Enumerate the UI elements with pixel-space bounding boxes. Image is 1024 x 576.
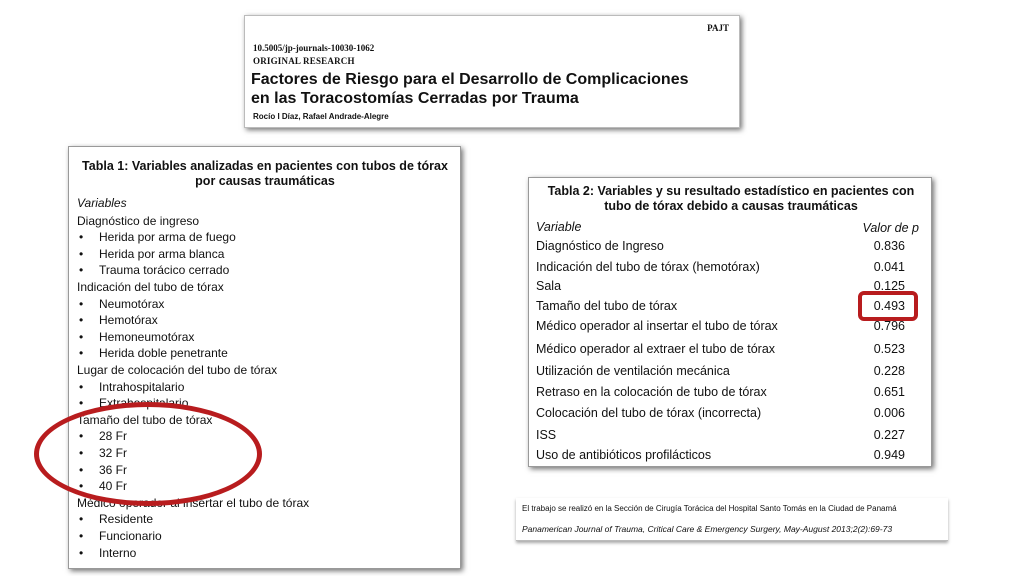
table-2-p-value-cell: 0.651	[873, 385, 905, 399]
table-1-item-label: Residente	[99, 512, 154, 527]
table-2-variable-cell: Indicación del tubo de tórax (hemotórax)	[536, 260, 760, 274]
table-1-item-label: Trauma torácico cerrado	[99, 263, 230, 278]
table-2-variable-cell: Diagnóstico de Ingreso	[536, 239, 664, 253]
bullet-icon: •	[79, 545, 84, 560]
table-2-p-value-cell: 0.006	[873, 406, 905, 420]
table-1-item-label: Intrahospitalario	[99, 379, 185, 394]
journal-tag: PAJT	[707, 23, 729, 33]
citation-location: El trabajo se realizó en la Sección de Cirugía Torácica del Hospital Santo Tomás en la Ciudad de Panamá	[522, 504, 897, 513]
highlight-ellipse-tube-size	[34, 402, 262, 506]
table-1-caption-line-2: por causas traumáticas	[195, 174, 335, 188]
table-2-variable-cell: ISS	[536, 428, 557, 442]
table-2-p-value-cell: 0.796	[873, 319, 905, 333]
table-2-p-value-cell: 0.041	[873, 260, 905, 274]
table-1-caption-text: Variables analizadas en pacientes con tubos de tórax	[131, 159, 448, 173]
table-2-card	[528, 177, 932, 467]
table-1-item-label: Extrahospitalario	[99, 396, 189, 411]
bullet-icon: •	[79, 263, 84, 278]
table-1-list-item	[79, 529, 162, 543]
table-1-caption-line-1	[77, 159, 453, 174]
table-1-item-label: 32 Fr	[99, 446, 128, 460]
article-header-card	[244, 15, 740, 128]
table-1-item-label: Herida doble penetrante	[99, 346, 228, 361]
table-1-card	[68, 146, 461, 569]
table-2-variable-cell: Utilización de ventilación mecánica	[536, 364, 730, 378]
table-2-label: Tabla 2:	[547, 184, 595, 198]
table-1-list-item	[79, 263, 229, 277]
bullet-icon: •	[79, 446, 84, 460]
article-kind: ORIGINAL RESEARCH	[253, 56, 355, 66]
table-1-group-title: Lugar de colocación del tubo de tórax	[77, 363, 278, 377]
table-1-group-title: Diagnóstico de ingreso	[77, 213, 200, 228]
table-2-header-p: Valor de p	[862, 221, 919, 235]
table-2-variable-cell: Médico operador al extraer el tubo de tórax	[536, 342, 776, 356]
bullet-icon: •	[79, 379, 84, 394]
table-1-item-label: Hemotórax	[99, 313, 158, 328]
table-2-caption	[535, 184, 927, 214]
bullet-icon: •	[79, 512, 84, 527]
table-1-list-item	[79, 230, 236, 244]
article-title-line-2: en las Toracostomías Cerradas por Trauma	[251, 90, 579, 107]
table-1-list-item	[79, 313, 158, 327]
table-2-p-value-cell: 0.228	[873, 364, 905, 378]
table-1-list-item	[79, 247, 224, 261]
bullet-icon: •	[79, 246, 84, 261]
table-1-item-label: Interno	[99, 545, 137, 560]
bullet-icon: •	[79, 479, 84, 494]
bullet-icon: •	[79, 396, 84, 411]
table-2-variable-cell: Retraso en la colocación de tubo de tórax	[536, 385, 767, 399]
table-1-group-title: Indicación del tubo de tórax	[77, 280, 224, 294]
table-2-variable-cell: Sala	[536, 279, 562, 293]
table-1-item-label: 40 Fr	[99, 479, 128, 494]
table-2-p-value-cell: 0.949	[873, 448, 905, 462]
table-2-caption-line-1	[535, 184, 927, 199]
table-1-item-label: Funcionario	[99, 529, 162, 543]
bullet-icon: •	[79, 296, 84, 311]
table-1-group-title: Tamaño del tubo de tórax	[77, 412, 213, 427]
table-1-list-item	[79, 380, 184, 394]
table-2-variable-cell: Colocación del tubo de tórax (incorrecta)	[536, 406, 762, 420]
table-2-caption-line-2: tubo de tórax debido a causas traumáticas	[604, 199, 858, 213]
article-authors: Rocío I Díaz, Rafael Andrade-Alegre	[253, 112, 389, 121]
table-1-list-item	[79, 512, 153, 526]
bullet-icon: •	[79, 429, 84, 444]
table-1-list-item	[79, 330, 194, 344]
table-2-variable-cell: Médico operador al insertar el tubo de tórax	[536, 319, 778, 333]
table-1-item-label: Neumotórax	[99, 296, 165, 311]
citation-note	[516, 498, 948, 541]
bullet-icon: •	[79, 230, 84, 245]
table-2-caption-text: Variables y su resultado estadístico en pacientes con	[597, 184, 915, 198]
table-1-item-label: Herida por arma de fuego	[99, 230, 236, 245]
bullet-icon: •	[79, 462, 84, 477]
table-2-p-value-cell: 0.227	[873, 428, 905, 442]
highlight-box-p-value	[858, 291, 918, 321]
table-1-list-item	[79, 346, 228, 360]
table-2-header-variable: Variable	[536, 220, 582, 234]
article-title-line-1: Factores de Riesgo para el Desarrollo de Complicaciones	[251, 71, 689, 88]
table-1-item-label: Herida por arma blanca	[99, 246, 225, 261]
table-2-p-value-cell: 0.125	[873, 279, 905, 293]
bullet-icon: •	[79, 329, 84, 344]
table-2-p-value-cell: 0.493	[873, 299, 905, 313]
table-1-caption	[77, 159, 453, 189]
table-2-p-value-cell: 0.523	[873, 342, 905, 356]
bullet-icon: •	[79, 529, 84, 543]
table-2-p-value-cell: 0.836	[873, 239, 905, 253]
doi-text: 10.5005/jp-journals-10030-1062	[253, 43, 375, 53]
table-2-variable-cell: Tamaño del tubo de tórax	[536, 299, 678, 313]
table-1-list-item	[79, 297, 164, 311]
table-1-list-item	[79, 546, 136, 560]
table-2-variable-cell: Uso de antibióticos profilácticos	[536, 448, 712, 462]
citation-journal: Panamerican Journal of Trauma, Critical Care & Emergency Surgery, May-August 2013;2(2):69-73	[522, 524, 893, 534]
bullet-icon: •	[79, 346, 84, 361]
table-1-label: Tabla 1:	[82, 159, 129, 173]
table-1-variables-header: Variables	[77, 196, 127, 210]
article-title	[251, 70, 735, 108]
table-1-item-label: 28 Fr	[99, 429, 128, 444]
table-1-group-title: Médico operador al insertar el tubo de tórax	[77, 495, 310, 510]
table-1-item-label: 36 Fr	[99, 462, 128, 477]
bullet-icon: •	[79, 313, 84, 328]
table-1-item-label: Hemoneumotórax	[99, 329, 195, 344]
